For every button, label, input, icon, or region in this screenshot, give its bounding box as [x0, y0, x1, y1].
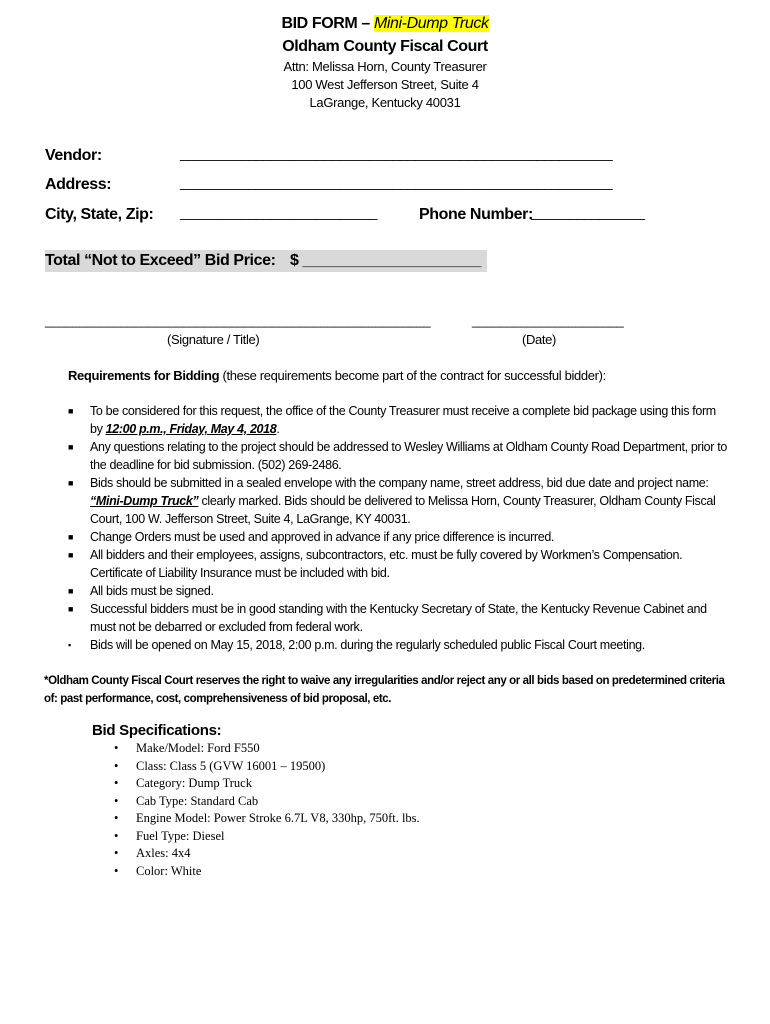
bullet-dot-icon: •	[114, 741, 119, 755]
requirement-item: ▪ Bids will be opened on May 15, 2018, 2:00 p.m. during the regularly scheduled public Fiscal Court meeting.	[68, 638, 645, 652]
square-bullet-icon: ■	[68, 478, 74, 488]
project-name-emphasis: “Mini-Dump Truck”	[90, 494, 199, 508]
square-bullet-icon: ■	[68, 604, 74, 614]
bullet-dot-icon: •	[114, 793, 119, 808]
spec-item: • Color: White	[114, 863, 420, 881]
requirements-heading-bold: Requirements for Bidding	[68, 368, 220, 383]
bullet-dot-icon: •	[114, 758, 119, 773]
requirement-item: ■ Any questions relating to the project should be addressed to Wesley Williams at Oldham County Road Department, prior to the deadline for bid submission. (502) 269-2486.	[68, 440, 727, 472]
square-bullet-icon: ■	[68, 532, 74, 542]
total-price-label: Total “Not to Exceed” Bid Price:	[45, 252, 276, 269]
spec-item: • Axles: 4x4	[114, 845, 420, 863]
requirement-item: ■ All bidders and their employees, assigns, subcontractors, etc. must be fully covered by Workmen’s Compensation. Certificate of Liability Insurance must be included with bid.	[68, 548, 683, 580]
requirement-item: ■ Bids should be submitted in a sealed envelope with the company name, street address, bid due date and project name: “Mini-Dump Truck” clearly marked. Bids should be delivered to Melissa Horn, County Treasurer, Oldham County Fiscal Court, 100 W. Jefferson Street, Suite 4, LaGrange, KY 40031.	[68, 476, 716, 526]
address-blank[interactable]: _________________________________________________________	[180, 174, 613, 190]
city-state-zip-blank[interactable]: __________________________	[180, 204, 378, 220]
spec-item: • Class: Class 5 (GVW 16001 – 19500)	[114, 758, 420, 776]
bullet-dot-icon: •	[114, 828, 119, 843]
square-bullet-icon: ■	[68, 406, 74, 416]
phone-label: Phone Number:	[419, 206, 533, 223]
court-name: Oldham County Fiscal Court	[282, 38, 488, 55]
attn-line: Attn: Melissa Horn, County Treasurer	[283, 59, 487, 74]
square-bullet-icon: ■	[68, 586, 74, 596]
vendor-blank[interactable]: _________________________________________________________	[180, 145, 613, 161]
deadline-emphasis: 12:00 p.m., Friday, May 4, 2018	[105, 422, 277, 436]
square-bullet-icon: ■	[68, 442, 74, 452]
title-prefix: BID FORM –	[281, 15, 374, 32]
spec-item: • Engine Model: Power Stroke 6.7L V8, 330hp, 750ft. lbs.	[114, 810, 420, 828]
form-title	[0, 15, 770, 33]
signature-caption: (Signature / Title)	[167, 332, 260, 347]
small-square-bullet-icon: ▪	[68, 640, 71, 650]
requirements-heading	[68, 368, 606, 383]
square-bullet-icon: ■	[68, 550, 74, 560]
signature-blank[interactable]: ________________________________________________________	[45, 313, 431, 328]
specifications-list	[114, 740, 420, 880]
address-label: Address:	[45, 176, 112, 193]
title-highlight: Mini-Dump Truck	[373, 15, 489, 32]
vendor-label: Vendor:	[45, 147, 102, 164]
city-state-zip-label: City, State, Zip:	[45, 206, 154, 223]
bullet-dot-icon: •	[114, 811, 119, 825]
total-price-blank[interactable]: $ _____________________	[290, 252, 482, 269]
requirements-list	[68, 402, 728, 654]
requirements-heading-rest: (these requirements become part of the contract for successful bidder):	[219, 368, 606, 383]
spec-item: • Cab Type: Standard Cab	[114, 793, 420, 811]
date-caption: (Date)	[522, 332, 557, 347]
reservation-note: *Oldham County Fiscal Court reserves the right to waive any irregularities and/or reject any or all bids based on predetermined criteria of: past performance, cost, comprehensiveness of bid proposal, etc.	[44, 675, 725, 705]
phone-blank[interactable]: _______________	[531, 204, 645, 220]
bullet-dot-icon: •	[114, 863, 119, 878]
requirement-item: ■ To be considered for this request, the office of the County Treasurer must receive a complete bid package using this form by 12:00 p.m., Friday, May 4, 2018.	[68, 404, 716, 436]
bullet-dot-icon: •	[114, 846, 119, 860]
street-line: 100 West Jefferson Street, Suite 4	[291, 77, 479, 92]
spec-item: • Fuel Type: Diesel	[114, 828, 420, 846]
bid-specifications-title: Bid Specifications:	[92, 722, 222, 739]
requirement-item: ■ Change Orders must be used and approved in advance if any price difference is incurred.	[68, 530, 555, 544]
date-blank[interactable]: ______________________	[472, 313, 624, 328]
spec-item: • Category: Dump Truck	[114, 775, 420, 793]
bullet-dot-icon: •	[114, 776, 119, 790]
requirement-item: ■ All bids must be signed.	[68, 584, 214, 598]
requirement-item: ■ Successful bidders must be in good standing with the Kentucky Secretary of State, the Kentucky Revenue Cabinet and must not be debarred or excluded from federal work.	[68, 602, 707, 634]
city-line: LaGrange, Kentucky 40031	[309, 95, 461, 110]
spec-item: • Make/Model: Ford F550	[114, 740, 420, 758]
